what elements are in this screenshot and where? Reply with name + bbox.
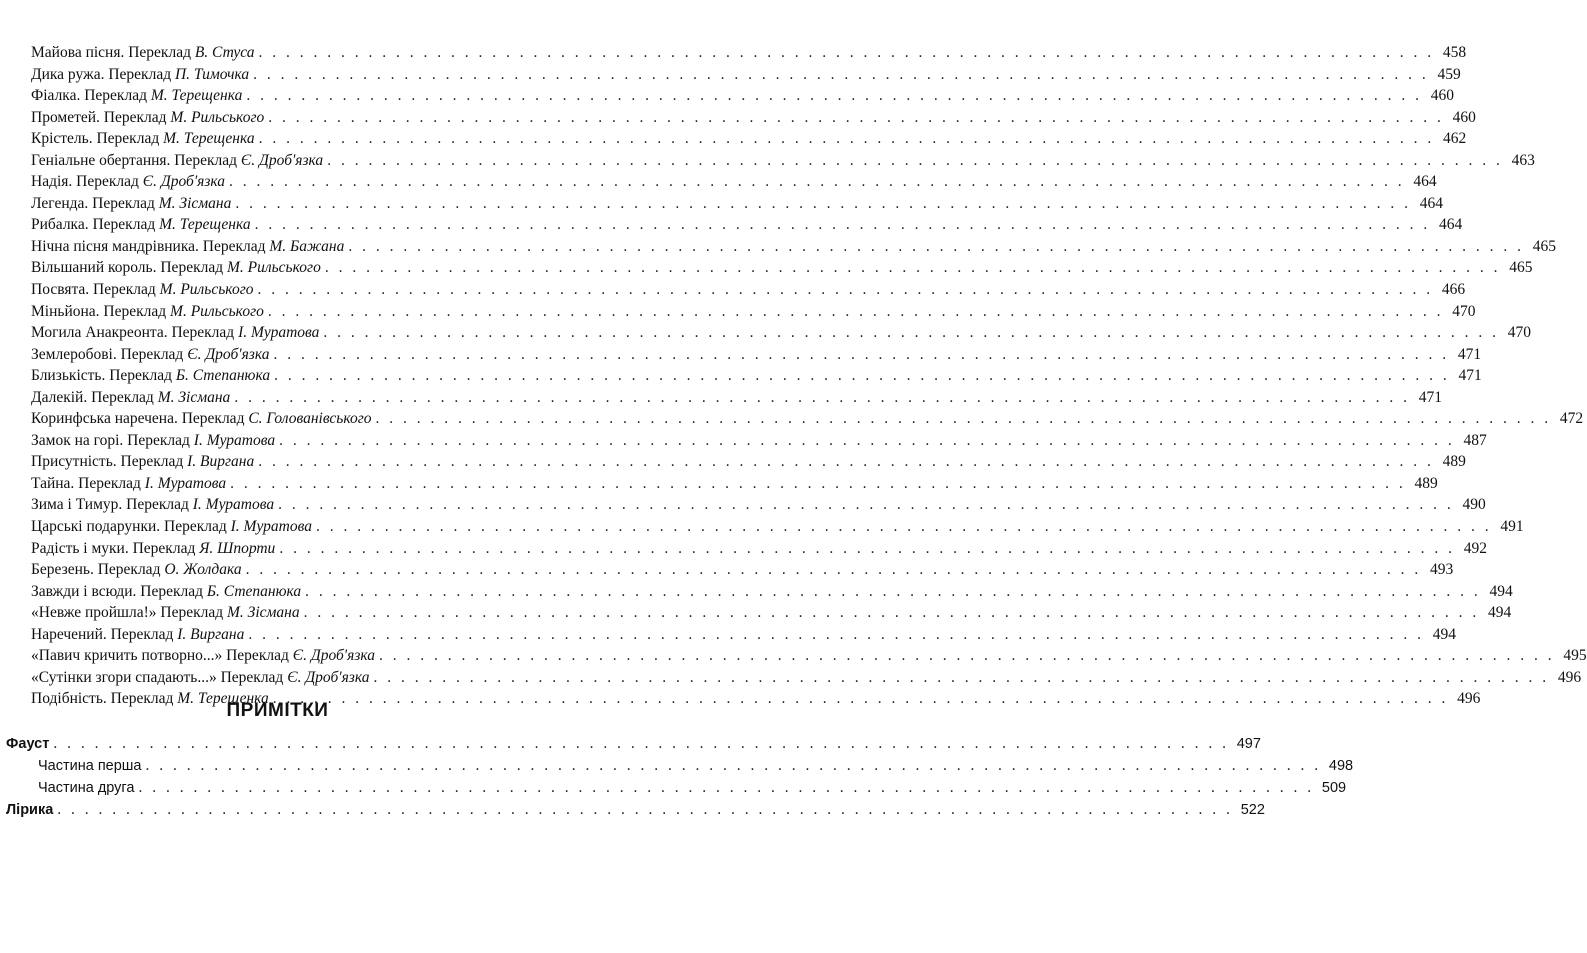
entry-page-number: 496 [1457,690,1481,708]
entry-translator: М. Зісмана [157,388,231,406]
entry-title [31,430,275,452]
toc-entry [31,279,1466,301]
entry-translator: Є. Дроб'язка [292,647,375,665]
toc-entry [31,171,1437,193]
entry-translator: І. Муратова [192,496,275,514]
entry-title [31,581,301,603]
entry-translator: М. Рильського [170,302,264,320]
toc-entry [31,236,1556,258]
entry-title [31,473,226,495]
entry-title [31,408,372,430]
dot-leader: . . . . . . . . . . . . . . . . . . . . . . . . . . . . . . . . . . . . . . . . . . . . . . . . . . . . . . . . . . . . . . . . . . . . . . . . . . . . . . . . . . . . . . [267,302,1444,320]
entry-page-number: 494 [1489,582,1513,600]
entry-title-text: Могила Анакреонта. Переклад [31,324,239,342]
entry-title [31,494,274,516]
entry-title-text: Посвята. Переклад [31,281,160,299]
entry-page-number: 494 [1432,625,1456,643]
dot-leader: . . . . . . . . . . . . . . . . . . . . . . . . . . . . . . . . . . . . . . . . . . . . . . . . . . . . . . . . . . . . . . . . . . . . . . . . . . . . . . . . . . . . . . [248,625,1424,643]
dot-leader: . . . . . . . . . . . . . . . . . . . . . . . . . . . . . . . . . . . . . . . . . . . . . . . . . . . . . . . . . . . . . . . . . . . . . . . . . . . . . . . . . . . . . . [315,518,1492,536]
toc-entry [31,516,1524,538]
toc-entry [31,85,1454,107]
dot-leader: . . . . . . . . . . . . . . . . . . . . . . . . . . . . . . . . . . . . . . . . . . . . . . . . . . . . . . . . . . . . . . . . . . . . . . . . . . . . . . . . . . . . . . [272,690,1449,708]
entry-page-number: 496 [1557,668,1582,686]
entry-page-number: 464 [1438,216,1463,234]
dot-leader: . . . . . . . . . . . . . . . . . . . . . . . . . . . . . . . . . . . . . . . . . . . . . . . . . . . . . . . . . . . . . . . . . . . . . . . . . . . . . . . . . . . . . . [327,151,1503,169]
dot-leader: . . . . . . . . . . . . . . . . . . . . . . . . . . . . . . . . . . . . . . . . . . . . . . . . . . . . . . . . . . . . . . . . . . . . . . . . . . . . . . . . . . . . . . [230,474,1406,492]
notes-entry [6,799,1265,821]
entry-title-text: Вільшаний король. Переклад [31,259,227,277]
entry-title [31,301,264,323]
dot-leader: . . . . . . . . . . . . . . . . . . . . . . . . . . . . . . . . . . . . . . . . . . . . . . . . . . . . . . . . . . . . . . . . . . . . . . . . . . . . . . . . . . . . . . [245,561,1422,579]
notes-entry-title: Частина перша [38,758,142,774]
entry-translator: Б. Степанюка [206,582,302,600]
dot-leader: . . . . . . . . . . . . . . . . . . . . . . . . . . . . . . . . . . . . . . . . . . . . . . . . . . . . . . . . . . . . . . . . . . . . . . . . . . . . . . . . . . . . . . [257,281,1434,299]
toc-entry [31,451,1466,473]
entry-translator: І. Виргана [187,453,255,471]
dot-leader: . . . . . . . . . . . . . . . . . . . . . . . . . . . . . . . . . . . . . . . . . . . . . . . . . . . . . . . . . . . . . . . . . . . . . . . . . . . . . . . . . . . . . . [229,173,1405,191]
toc-entry [31,473,1438,495]
toc-entry [31,322,1532,344]
entry-title [31,516,312,538]
entry-title [31,365,270,387]
entry-title-text: Наречений. Переклад [31,625,178,643]
toc-entry [31,559,1454,581]
entry-title-text: Коринфська наречена. Переклад [31,410,249,428]
entry-title-text: Майова пісня. Переклад [31,44,195,61]
toc-entry [31,301,1476,323]
toc-entry [31,387,1442,409]
entry-title-text: Прометей. Переклад [31,108,171,126]
dot-leader: . . . . . . . . . . . . . . . . . . . . . . . . . . . . . . . . . . . . . . . . . . . . . . . . . . . . . . . . . . . . . . . . . . . . . . . . . . . . . . . . . . . . . . [258,453,1434,471]
dot-leader: . . . . . . . . . . . . . . . . . . . . . . . . . . . . . . . . . . . . . . . . . . . . . . . . . . . . . . . . . . . . . . . . . . . . . . . . . . . . . . . . . . . . . . [258,44,1435,61]
toc-entry [31,344,1482,366]
entry-translator: П. Тимочка [174,65,250,83]
toc-entry [31,581,1513,603]
entry-title [31,257,321,279]
entry-page-number: 471 [1418,388,1442,406]
entry-title [31,624,244,646]
entry-translator: Є. Дроб'язка [240,151,324,169]
entry-page-number: 465 [1509,259,1533,277]
entry-translator: М. Рильського [226,259,321,277]
dot-leader: . . . . . . . . . . . . . . . . . . . . . . . . . . . . . . . . . . . . . . . . . . . . . . . . . . . . . . . . . . . . . . . . . . . . . . . . . . . . . . . . . . . . . . [373,668,1550,686]
notes-entry-title: Частина друга [38,780,135,796]
entry-page-number: 489 [1414,474,1438,492]
entry-translator: Я. Шпорти [199,539,276,557]
dot-leader: . . . . . . . . . . . . . . . . . . . . . . . . . . . . . . . . . . . . . . . . . . . . . . . . . . . . . . . . . . . . . . . . . . . . . . . . . . . . . . . . . . . . . . [305,582,1481,600]
toc-entry [31,365,1482,387]
toc-entry [31,257,1533,279]
toc-entry [31,494,1486,516]
entry-translator: М. Зісмана [158,194,232,212]
entry-title [31,107,264,129]
entry-translator: О. Жолдака [164,561,242,579]
dot-leader: . . . . . . . . . . . . . . . . . . . . . . . . . . . . . . . . . . . . . . . . . . . . . . . . . . . . . . . . . . . . . . . . . . . . . . . . . . . . . . . . . . . . . . [268,108,1444,126]
entry-page-number: 464 [1419,194,1443,212]
entry-title-text: «Сутінки згори спадають...» Переклад [31,668,288,686]
entry-title-text: Дика ружа. Переклад [31,65,175,83]
entry-page-number: 493 [1429,561,1454,579]
entry-title-text: Зима і Тимур. Переклад [31,496,193,514]
notes-entry-page-number: 497 [1236,736,1261,752]
entry-translator: М. Рильського [170,108,265,126]
entry-title-text: Крістель. Переклад [31,130,164,148]
entry-title-text: Замок на горі. Переклад [31,431,194,449]
entry-title-text: Геніальне обертання. Переклад [31,151,241,169]
notes-entry [6,733,1261,755]
toc-entry [31,408,1584,430]
entry-page-number: 495 [1563,647,1587,665]
entry-translator: М. Бажана [269,237,345,255]
entry-translator: І. Муратова [144,474,227,492]
entry-title [31,602,300,624]
entry-translator: М. Терещенка [163,130,255,148]
entry-translator: М. Терещенка [150,87,243,105]
toc-entry [31,64,1461,86]
entry-translator: І. Муратова [230,518,312,536]
entry-page-number: 459 [1437,65,1461,83]
entry-title [31,171,225,193]
toc-entry [31,128,1467,150]
notes-heading: ПРИМІТКИ [226,700,329,721]
entry-title-text: Далекій. Переклад [31,388,158,406]
dot-leader: . . . . . . . . . . . . . . . . . . . . . . . . . . . . . . . . . . . . . . . . . . . . . . . . . . . . . . . . . . . . . . . . . . . . . . . . . . . . . . . . . . . . . . [138,779,1315,796]
dot-leader: . . . . . . . . . . . . . . . . . . . . . . . . . . . . . . . . . . . . . . . . . . . . . . . . . . . . . . . . . . . . . . . . . . . . . . . . . . . . . . . . . . . . . . [274,367,1450,385]
dot-leader: . . . . . . . . . . . . . . . . . . . . . . . . . . . . . . . . . . . . . . . . . . . . . . . . . . . . . . . . . . . . . . . . . . . . . . . . . . . . . . . . . . . . . . [279,539,1455,557]
entry-page-number: 470 [1452,302,1476,320]
entry-page-number: 487 [1463,431,1487,449]
entry-title [31,322,319,344]
entry-title-text: Рибалка. Переклад [31,216,160,234]
entry-title [31,193,231,215]
dot-leader: . . . . . . . . . . . . . . . . . . . . . . . . . . . . . . . . . . . . . . . . . . . . . . . . . . . . . . . . . . . . . . . . . . . . . . . . . . . . . . . . . . . . . . [253,65,1429,83]
entry-title-text: Близькість. Переклад [31,367,176,385]
entry-page-number: 491 [1500,518,1524,536]
entry-page-number: 460 [1452,108,1476,126]
entry-translator: М. Зісмана [227,604,300,622]
toc-entry [31,624,1456,646]
entry-translator: І. Муратова [193,431,276,449]
toc-entry [31,107,1476,129]
entry-translator: М. Рильського [159,281,254,299]
entry-title [31,451,254,473]
dot-leader: . . . . . . . . . . . . . . . . . . . . . . . . . . . . . . . . . . . . . . . . . . . . . . . . . . . . . . . . . . . . . . . . . . . . . . . . . . . . . . . . . . . . . . [379,647,1555,665]
entry-title-text: Легенда. Переклад [31,194,159,212]
entry-translator: М. Терещенка [177,690,269,708]
entry-translator: І. Виргана [177,625,245,643]
entry-page-number: 462 [1442,130,1467,148]
entry-page-number: 471 [1457,345,1482,363]
dot-leader: . . . . . . . . . . . . . . . . . . . . . . . . . . . . . . . . . . . . . . . . . . . . . . . . . . . . . . . . . . . . . . . . . . . . . . . . . . . . . . . . . . . . . . [348,237,1524,255]
entry-translator: Є. Дроб'язка [287,668,370,686]
entry-title [31,64,249,86]
dot-leader: . . . . . . . . . . . . . . . . . . . . . . . . . . . . . . . . . . . . . . . . . . . . . . . . . . . . . . . . . . . . . . . . . . . . . . . . . . . . . . . . . . . . . . [258,130,1435,148]
toc-entry [31,538,1487,560]
entry-translator: С. Голованівського [248,410,372,428]
toc-entry [31,430,1487,452]
entry-page-number: 494 [1487,604,1512,622]
entry-title-text: «Невже пройшла!» Переклад [31,604,227,622]
entry-page-number: 458 [1442,44,1467,61]
entry-page-number: 492 [1463,539,1487,557]
entry-title [31,214,251,236]
entry-title-text: Міньйона. Переклад [31,302,171,320]
entry-title-text: Тайна. Переклад [31,474,145,492]
dot-leader: . . . . . . . . . . . . . . . . . . . . . . . . . . . . . . . . . . . . . . . . . . . . . . . . . . . . . . . . . . . . . . . . . . . . . . . . . . . . . . . . . . . . . . [278,496,1454,514]
entry-title [31,344,269,366]
entry-title [31,559,242,581]
dot-leader: . . . . . . . . . . . . . . . . . . . . . . . . . . . . . . . . . . . . . . . . . . . . . . . . . . . . . . . . . . . . . . . . . . . . . . . . . . . . . . . . . . . . . . [53,735,1229,752]
entry-page-number: 489 [1442,453,1466,471]
dot-leader: . . . . . . . . . . . . . . . . . . . . . . . . . . . . . . . . . . . . . . . . . . . . . . . . . . . . . . . . . . . . . . . . . . . . . . . . . . . . . . . . . . . . . . [279,431,1455,449]
entry-title [31,128,255,150]
entry-page-number: 466 [1441,281,1466,299]
notes-entry-title: Фауст [6,736,50,752]
notes-entry-title: Лірика [6,802,54,818]
entry-page-number: 463 [1511,151,1535,169]
toc-entry [31,150,1535,172]
entry-title [31,150,323,172]
entry-title-text: Землеробові. Переклад [31,345,188,363]
entry-title [31,236,344,258]
entry-page-number: 465 [1532,237,1556,255]
dot-leader: . . . . . . . . . . . . . . . . . . . . . . . . . . . . . . . . . . . . . . . . . . . . . . . . . . . . . . . . . . . . . . . . . . . . . . . . . . . . . . . . . . . . . . [324,259,1501,277]
entry-title [31,42,255,64]
entry-title-text: Радість і муки. Переклад [31,539,200,557]
entry-translator: Б. Степанюка [175,367,271,385]
entry-title [31,667,369,689]
dot-leader: . . . . . . . . . . . . . . . . . . . . . . . . . . . . . . . . . . . . . . . . . . . . . . . . . . . . . . . . . . . . . . . . . . . . . . . . . . . . . . . . . . . . . . [235,194,1411,212]
entry-title [31,387,230,409]
entry-title-text: Надія. Переклад [31,173,143,191]
entry-title-text: Фіалка. Переклад [31,87,151,105]
notes-entry [6,755,1354,777]
entry-title-text: Березень. Переклад [31,561,165,579]
notes-entry [6,777,1347,799]
entry-title [31,279,254,301]
dot-leader: . . . . . . . . . . . . . . . . . . . . . . . . . . . . . . . . . . . . . . . . . . . . . . . . . . . . . . . . . . . . . . . . . . . . . . . . . . . . . . . . . . . . . . [375,410,1552,428]
toc-entry [31,667,1582,689]
entry-title-text: Нічна пісня мандрівника. Переклад [31,237,270,255]
entry-title-text: Завжди і всюди. Переклад [31,582,207,600]
toc-list [31,42,1587,710]
notes-entry-page-number: 522 [1240,802,1265,818]
entry-title-text: «Павич кричить потворно...» Переклад [31,647,293,665]
dot-leader: . . . . . . . . . . . . . . . . . . . . . . . . . . . . . . . . . . . . . . . . . . . . . . . . . . . . . . . . . . . . . . . . . . . . . . . . . . . . . . . . . . . . . . [303,604,1480,622]
entry-title-text: Царські подарунки. Переклад [31,518,231,536]
entry-translator: Є. Дроб'язка [142,173,226,191]
entry-page-number: 464 [1413,173,1437,191]
dot-leader: . . . . . . . . . . . . . . . . . . . . . . . . . . . . . . . . . . . . . . . . . . . . . . . . . . . . . . . . . . . . . . . . . . . . . . . . . . . . . . . . . . . . . . [254,216,1431,234]
entry-title [31,538,275,560]
entry-page-number: 472 [1559,410,1584,428]
notes-entry-page-number: 509 [1321,780,1347,796]
entry-title [31,645,375,667]
dot-leader: . . . . . . . . . . . . . . . . . . . . . . . . . . . . . . . . . . . . . . . . . . . . . . . . . . . . . . . . . . . . . . . . . . . . . . . . . . . . . . . . . . . . . . [57,801,1233,818]
entry-page-number: 471 [1458,367,1482,385]
entry-page-number: 470 [1507,324,1532,342]
notes-list [6,733,1354,821]
entry-page-number: 460 [1430,87,1454,105]
toc-entry [31,645,1587,667]
toc-entry [31,602,1512,624]
dot-leader: . . . . . . . . . . . . . . . . . . . . . . . . . . . . . . . . . . . . . . . . . . . . . . . . . . . . . . . . . . . . . . . . . . . . . . . . . . . . . . . . . . . . . . [323,324,1500,342]
dot-leader: . . . . . . . . . . . . . . . . . . . . . . . . . . . . . . . . . . . . . . . . . . . . . . . . . . . . . . . . . . . . . . . . . . . . . . . . . . . . . . . . . . . . . . [273,345,1450,363]
toc-entry [31,193,1443,215]
entry-page-number: 490 [1462,496,1486,514]
toc-entry [31,214,1463,236]
toc-entry [31,42,1467,64]
notes-entry-page-number: 498 [1328,758,1354,774]
dot-leader: . . . . . . . . . . . . . . . . . . . . . . . . . . . . . . . . . . . . . . . . . . . . . . . . . . . . . . . . . . . . . . . . . . . . . . . . . . . . . . . . . . . . . . [145,757,1322,774]
entry-translator: Є. Дроб'язка [187,345,270,363]
entry-title [31,85,242,107]
entry-title-text: Присутність. Переклад [31,453,188,471]
entry-translator: М. Терещенка [159,216,251,234]
entry-translator: В. Стуса [194,44,255,61]
entry-title-text: Подібність. Переклад [31,690,178,708]
entry-translator: І. Муратова [238,324,320,342]
dot-leader: . . . . . . . . . . . . . . . . . . . . . . . . . . . . . . . . . . . . . . . . . . . . . . . . . . . . . . . . . . . . . . . . . . . . . . . . . . . . . . . . . . . . . . [234,388,1410,406]
dot-leader: . . . . . . . . . . . . . . . . . . . . . . . . . . . . . . . . . . . . . . . . . . . . . . . . . . . . . . . . . . . . . . . . . . . . . . . . . . . . . . . . . . . . . . [246,87,1422,105]
